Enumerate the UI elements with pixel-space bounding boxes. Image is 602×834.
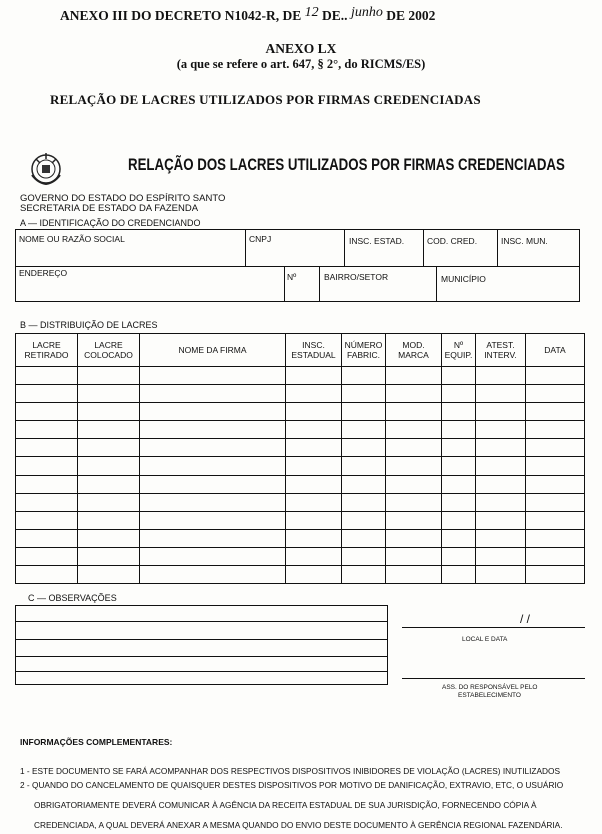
section-c-title: C — OBSERVAÇÕES [28,593,117,603]
table-cell[interactable] [442,421,476,439]
table-cell[interactable] [286,547,342,565]
table-cell[interactable] [342,457,386,475]
table-cell[interactable] [476,493,526,511]
table-cell[interactable] [386,475,442,493]
table-cell[interactable] [342,511,386,529]
column-header [342,334,386,367]
column-header-line: NÚMERO [344,340,383,350]
table-cell[interactable] [140,385,286,403]
table-cell[interactable] [526,493,585,511]
table-cell[interactable] [286,403,342,421]
table-cell[interactable] [526,511,585,529]
column-header-line: LACRE [32,340,61,350]
complementary-info-title: INFORMAÇÕES COMPLEMENTARES: [20,737,173,747]
table-cell[interactable] [342,421,386,439]
column-divider [344,230,345,266]
column-header-line: MARCA [398,350,429,360]
state-seal-icon [26,149,66,189]
table-cell[interactable] [286,385,342,403]
table-cell[interactable] [16,529,78,547]
table-cell[interactable] [286,421,342,439]
signature-label-establishment: ESTABELECIMENTO [458,692,521,699]
table-cell[interactable] [442,547,476,565]
table-cell[interactable] [476,511,526,529]
table-row [16,511,585,529]
table-body [16,367,585,584]
table-cell[interactable] [16,367,78,385]
table-row [16,421,585,439]
seal-distribution-table [15,333,585,584]
table-cell[interactable] [526,367,585,385]
table-cell[interactable] [78,385,140,403]
government-name: GOVERNO DO ESTADO DO ESPÍRITO SANTO [20,193,226,204]
table-cell[interactable] [442,475,476,493]
column-header [386,334,442,367]
table-cell[interactable] [476,566,526,584]
table-cell[interactable] [342,566,386,584]
annex-reference: (a que se refere o art. 647, § 2°, do RICMS/ES) [176,57,426,71]
note-2-line-1: 2 - QUANDO DO CANCELAMENTO DE QUAISQUER DESTES DISPOSITIVOS POR MOTIVO DE DANIFICAÇÃO, EXTRAVIO, ETC, O USUÁRIO [20,780,564,790]
table-cell[interactable] [526,547,585,565]
table-cell[interactable] [526,439,585,457]
table-cell[interactable] [526,457,585,475]
table-cell[interactable] [386,529,442,547]
column-header [526,334,585,367]
table-row [16,547,585,565]
decree-day: 12 [304,5,319,20]
observation-line [16,671,387,672]
signature-label: ASS. DO RESPONSÁVEL PELO [442,684,538,691]
table-cell[interactable] [78,403,140,421]
table-cell[interactable] [342,529,386,547]
form-title: RELAÇÃO DOS LACRES UTILIZADOS POR FIRMAS CREDENCIADAS [128,155,565,174]
table-row [16,367,585,385]
local-date-line [402,627,585,628]
table-cell[interactable] [442,457,476,475]
table-cell[interactable] [140,529,286,547]
decree-year: 2002 [408,8,436,23]
note-1: 1 - ESTE DOCUMENTO SE FARÁ ACOMPANHAR DOS RESPECTIVOS DISPOSITIVOS INIBIDORES DE VIOLAÇÃO (LACRES) INUTILIZADOS [20,766,561,776]
table-cell[interactable] [16,421,78,439]
table-cell[interactable] [286,475,342,493]
table-cell[interactable] [286,566,342,584]
field-state-reg-label: INSC. ESTAD. [349,236,405,246]
table-cell[interactable] [78,493,140,511]
column-header [140,334,286,367]
table-cell[interactable] [526,385,585,403]
column-header-line: EQUIP. [444,350,473,360]
table-cell[interactable] [140,421,286,439]
decree-header-line [60,5,436,25]
column-divider [497,230,498,266]
section-b-title: B — DISTRIBUIÇÃO DE LACRES [20,320,158,330]
table-cell[interactable] [16,457,78,475]
table-cell[interactable] [526,403,585,421]
table-row [16,529,585,547]
field-municipal-reg-label: INSC. MUN. [501,236,548,246]
table-cell[interactable] [442,403,476,421]
column-header-line: ATEST. [486,340,515,350]
table-cell[interactable] [342,367,386,385]
table-cell[interactable] [442,439,476,457]
table-cell[interactable] [78,439,140,457]
observation-line [16,621,387,622]
table-cell[interactable] [476,439,526,457]
table-cell[interactable] [140,493,286,511]
identification-box [15,229,580,302]
table-cell[interactable] [286,529,342,547]
note-2-line-3: CREDENCIADA, A QUAL DEVERÁ ANEXAR A MESMA QUANDO DO ENVIO DESTE DOCUMENTO À GERÊNCIA REGIONAL FAZENDÁRIA. [34,820,563,830]
table-cell[interactable] [78,566,140,584]
table-cell[interactable] [386,547,442,565]
table-header-row [16,334,585,367]
table-cell[interactable] [442,511,476,529]
column-header [16,334,78,367]
table-cell[interactable] [78,475,140,493]
field-address-label: ENDEREÇO [19,268,68,278]
section-a-title: A — IDENTIFICAÇÃO DO CREDENCIANDO [20,218,201,228]
field-city-label: MUNICÍPIO [441,274,486,284]
table-row [16,385,585,403]
column-divider [284,266,285,302]
table-cell[interactable] [476,547,526,565]
table-cell[interactable] [140,566,286,584]
table-cell[interactable] [140,457,286,475]
column-header-line: LACRE [94,340,123,350]
table-cell[interactable] [78,457,140,475]
table-cell[interactable] [16,493,78,511]
secretariat-name: SECRETARIA DE ESTADO DA FAZENDA [20,203,199,214]
observation-line [16,656,387,657]
column-header-line: COLOCADO [84,350,133,360]
table-cell[interactable] [16,385,78,403]
field-cred-code-label: COD. CRED. [427,236,478,246]
column-header-line: INSC. [302,340,325,350]
table-cell[interactable] [16,566,78,584]
table-cell[interactable] [78,367,140,385]
table-cell[interactable] [342,547,386,565]
table-cell[interactable] [342,475,386,493]
table-cell[interactable] [78,529,140,547]
table-cell[interactable] [140,403,286,421]
signature-line [402,678,585,679]
column-header [476,334,526,367]
table-cell[interactable] [140,439,286,457]
table-cell[interactable] [16,547,78,565]
table-cell[interactable] [476,403,526,421]
column-header-line: INTERV. [484,350,517,360]
column-header [286,334,342,367]
table-row [16,439,585,457]
table-cell[interactable] [386,385,442,403]
table-cell[interactable] [442,385,476,403]
table-cell[interactable] [286,367,342,385]
column-header-line: ESTADUAL [291,350,336,360]
field-district-label: BAIRRO/SETOR [324,272,389,282]
table-row [16,566,585,584]
table-cell[interactable] [140,511,286,529]
decree-de2: DE.. [322,8,348,23]
table-cell[interactable] [286,439,342,457]
table-cell[interactable] [476,385,526,403]
table-row [16,475,585,493]
table-cell[interactable] [476,529,526,547]
table-cell[interactable] [386,439,442,457]
column-header-line: NOME DA FIRMA [178,345,247,355]
column-divider [319,266,320,302]
table-cell[interactable] [16,439,78,457]
table-cell[interactable] [342,493,386,511]
table-cell[interactable] [286,493,342,511]
column-header [78,334,140,367]
table-cell[interactable] [342,439,386,457]
table-cell[interactable] [386,403,442,421]
field-name-label: NOME OU RAZÃO SOCIAL [19,234,125,244]
note-2-line-2: OBRIGATORIAMENTE DEVERÁ COMUNICAR À AGÊNCIA DA RECEITA ESTADUAL DE SUA JURISDIÇÃO, FORNECENDO CÓPIA À [34,800,537,810]
table-cell[interactable] [526,475,585,493]
column-header-line: RETIRADO [24,350,69,360]
column-header [442,334,476,367]
table-cell[interactable] [386,566,442,584]
table-cell[interactable] [526,421,585,439]
table-cell[interactable] [342,385,386,403]
table-cell[interactable] [386,421,442,439]
table-cell[interactable] [442,493,476,511]
table-cell[interactable] [78,421,140,439]
row-divider [16,266,579,267]
annex-subject: RELAÇÃO DE LACRES UTILIZADOS POR FIRMAS CREDENCIADAS [50,92,481,107]
table-cell[interactable] [386,367,442,385]
column-header-line: DATA [544,345,566,355]
column-header-line: Nº [453,340,464,350]
table-cell[interactable] [476,475,526,493]
annex-title: ANEXO LX [265,41,337,56]
table-row [16,493,585,511]
table-cell[interactable] [386,493,442,511]
column-header-line: FABRIC. [346,350,381,360]
local-date-label: LOCAL E DATA [462,636,508,643]
table-cell[interactable] [78,547,140,565]
table-row [16,403,585,421]
decree-number: 1042-R [234,8,276,23]
decree-month: junho [350,5,383,20]
column-header-line: MOD. [402,340,425,350]
decree-de: , DE [275,8,302,23]
table-cell[interactable] [386,511,442,529]
table-row [16,457,585,475]
table-cell[interactable] [286,511,342,529]
observation-line [16,639,387,640]
table-cell[interactable] [476,367,526,385]
table-cell[interactable] [16,511,78,529]
date-slashes: / / [520,612,531,626]
table-cell[interactable] [16,475,78,493]
table-cell[interactable] [140,367,286,385]
decree-prefix: ANEXO III DO DECRETO N [60,8,235,23]
field-number-label: Nº [287,272,297,282]
table-cell[interactable] [476,457,526,475]
table-cell[interactable] [78,511,140,529]
table-cell[interactable] [386,457,442,475]
table-cell[interactable] [442,566,476,584]
table-cell[interactable] [526,529,585,547]
column-divider [423,230,424,266]
column-divider [436,266,437,302]
observations-box [15,605,388,685]
table-cell[interactable] [140,547,286,565]
table-cell[interactable] [442,529,476,547]
table-cell[interactable] [140,475,286,493]
column-divider [245,230,246,266]
table-cell[interactable] [442,367,476,385]
decree-de3: DE [386,8,405,23]
table-cell[interactable] [476,421,526,439]
table-cell[interactable] [286,457,342,475]
table-cell[interactable] [342,403,386,421]
table-cell[interactable] [16,403,78,421]
field-cnpj-label: CNPJ [249,234,272,244]
table-cell[interactable] [526,566,585,584]
